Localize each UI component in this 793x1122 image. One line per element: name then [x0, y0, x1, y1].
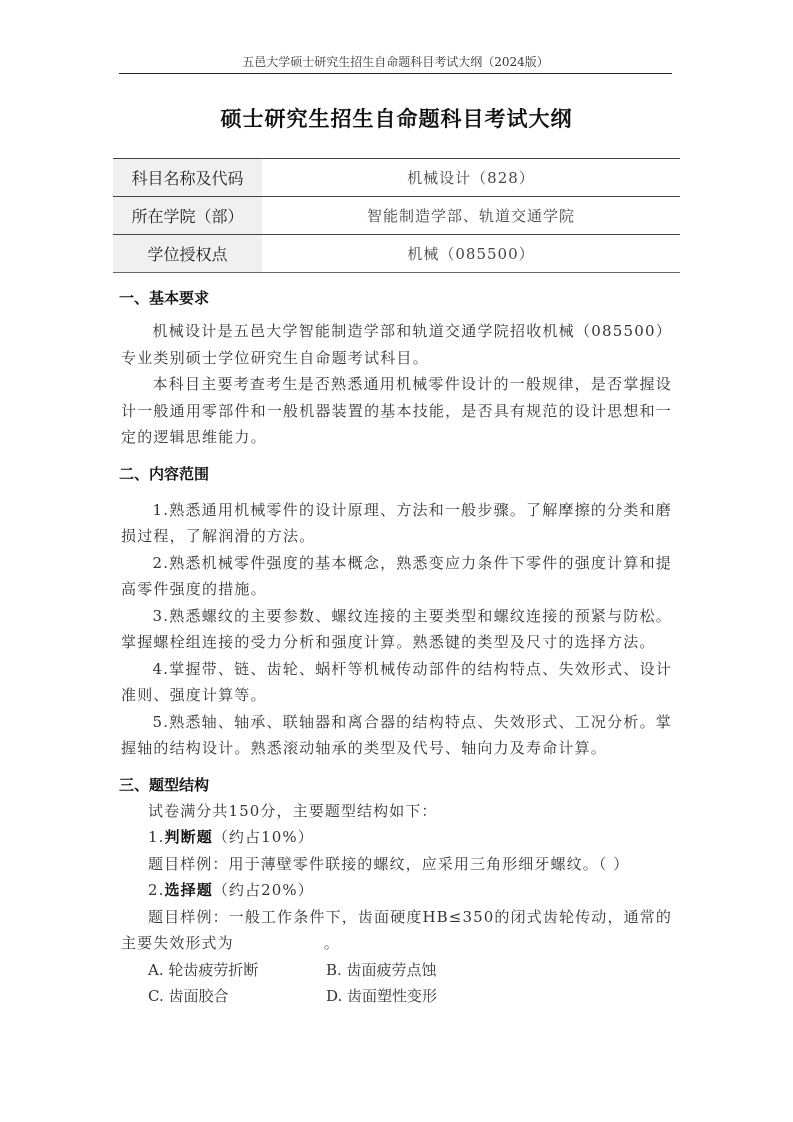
q2-example-end: 。 — [323, 934, 340, 952]
question-type-2 — [121, 877, 672, 904]
section-heading: 三、题型结构 — [119, 775, 210, 794]
q1-number: 1. — [148, 828, 165, 846]
table-row — [113, 159, 680, 197]
option-d: D. 齿面塑性变形 — [326, 987, 438, 1005]
page-title: 硕士研究生招生自命题科目考试大纲 — [220, 107, 573, 131]
q2-title: 选择题 — [164, 881, 213, 899]
list-item: 2.熟悉机械零件强度的基本概念，熟悉变应力条件下零件的强度计算和提高零件强度的措施。 — [121, 553, 672, 598]
header-rule — [119, 73, 672, 74]
table-row — [113, 197, 680, 235]
list-item: 4.掌握带、链、齿轮、蜗杆等机械传动部件的结构特点、失效形式、设计准则、强度计算等。 — [121, 659, 672, 704]
paragraph: 本科目主要考查考生是否熟悉通用机械零件设计的一般规律，是否掌握设计一般通用零部件和一般机器装置的基本技能，是否具有规范的设计思想和一定的逻辑思维能力。 — [121, 375, 672, 446]
table-row — [113, 235, 680, 273]
q2-share: （约占20%） — [212, 881, 314, 899]
row-value: 智能制造学部、轨道交通学院 — [262, 197, 680, 235]
row-label: 科目名称及代码 — [113, 159, 262, 197]
document-body — [121, 285, 672, 1010]
section-3 — [121, 772, 672, 1010]
paragraph: 机械设计是五邑大学智能制造学部和轨道交通学院招收机械（085500）专业类别硕士学位研究生自命题考试科目。 — [121, 322, 672, 367]
section-heading: 一、基本要求 — [119, 289, 210, 307]
q2-example — [121, 904, 672, 957]
option-c: C. 齿面胶合 — [148, 987, 229, 1005]
q2-number: 2. — [148, 881, 165, 899]
section-heading: 二、内容范围 — [119, 464, 210, 483]
options-row — [121, 983, 672, 1010]
q1-example: 题目样例：用于薄壁零件联接的螺纹，应采用三角形细牙螺纹。（ ） — [148, 854, 630, 873]
paragraph: 试卷满分共150分，主要题型结构如下： — [148, 801, 438, 820]
row-value: 机械设计（828） — [262, 159, 680, 197]
list-item: 1.熟悉通用机械零件的设计原理、方法和一般步骤。了解摩擦的分类和磨损过程，了解润滑的方法。 — [121, 500, 672, 545]
list-item: 5.熟悉轴、轴承、联轴器和离合器的结构特点、失效形式、工况分析。掌握轴的结构设计。熟悉滚动轴承的类型及代号、轴向力及寿命计算。 — [121, 712, 672, 757]
row-value: 机械（085500） — [262, 235, 680, 273]
running-header: 五邑大学硕士研究生招生自命题科目考试大纲（2024版） — [242, 55, 549, 69]
row-label: 所在学院（部） — [113, 197, 262, 235]
info-table — [113, 158, 680, 273]
option-a: A. 轮齿疲劳折断 — [148, 960, 259, 979]
q2-example-text: 题目样例：一般工作条件下，齿面硬度HB≤350的闭式齿轮传动，通常的主要失效形式为 — [121, 907, 672, 952]
options-row — [121, 957, 672, 984]
row-label: 学位授权点 — [113, 235, 262, 273]
q1-share: （约占10%） — [212, 828, 314, 846]
option-b: B. 齿面疲劳点蚀 — [326, 960, 437, 979]
list-item: 3.熟悉螺纹的主要参数、螺纹连接的主要类型和螺纹连接的预紧与防松。掌握螺栓组连接的受力分析和强度计算。熟悉键的类型及尺寸的选择方法。 — [121, 606, 672, 651]
question-type-1 — [121, 824, 672, 851]
q1-title: 判断题 — [164, 828, 213, 846]
